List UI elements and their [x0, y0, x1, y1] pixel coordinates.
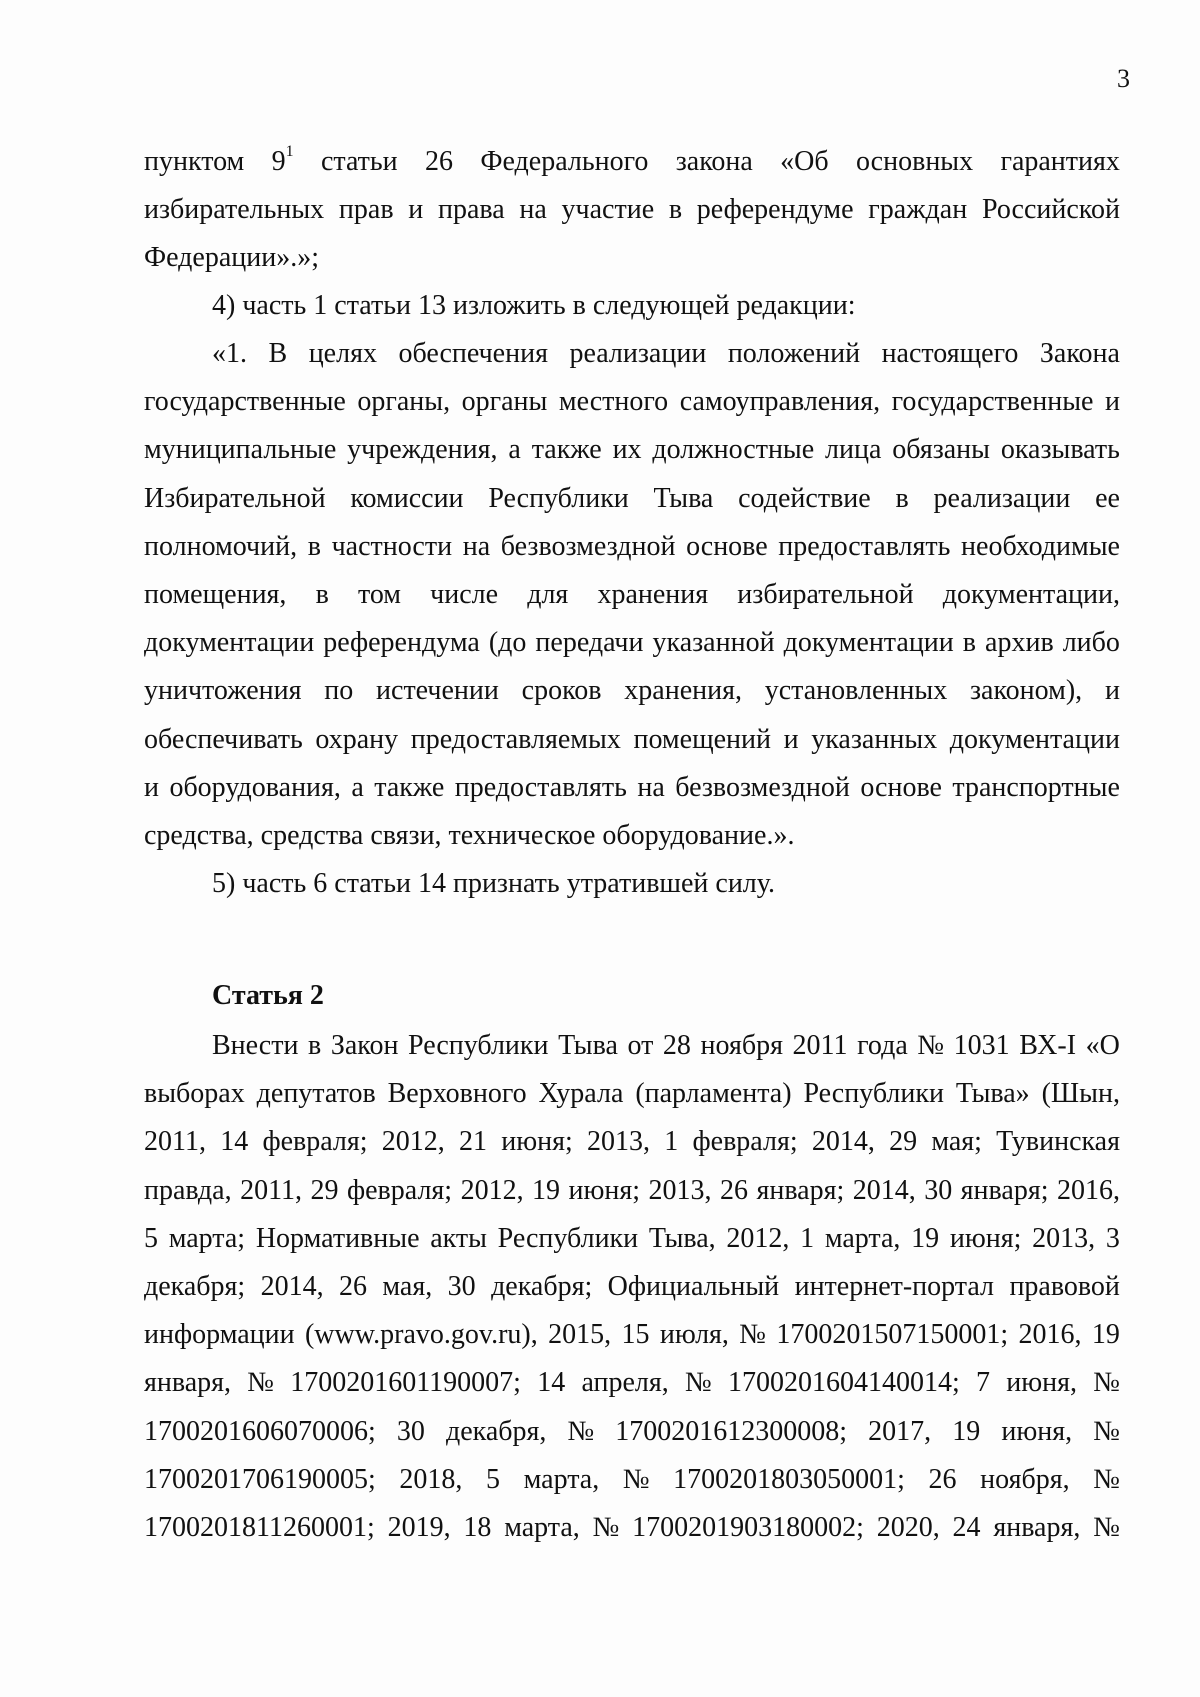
article-2-paragraph	[144, 1022, 1120, 1552]
word: комиссии	[350, 482, 464, 514]
word: Внести	[212, 1030, 299, 1061]
word: частности	[331, 530, 453, 562]
word: Закона	[1039, 338, 1120, 369]
word: 26	[339, 1271, 367, 1303]
word: (до	[488, 627, 527, 659]
word: №	[592, 1512, 620, 1544]
word: №	[622, 1463, 650, 1495]
word: №	[1093, 1512, 1120, 1544]
text-line	[144, 378, 1120, 426]
word: в	[668, 194, 683, 226]
word: в	[895, 482, 909, 514]
word: января;	[960, 1174, 1049, 1206]
word: для	[527, 579, 569, 611]
word: 2012,	[381, 1126, 445, 1158]
word: Верховного	[387, 1078, 527, 1110]
word: документации,	[942, 579, 1120, 611]
word: обеспечивать	[144, 723, 303, 755]
word: 1	[664, 1126, 679, 1158]
text-line	[144, 619, 1120, 667]
paragraph-continuation	[144, 138, 1120, 283]
word: марта,	[504, 1512, 580, 1544]
word: 19	[532, 1174, 561, 1206]
word: 2018,	[399, 1463, 463, 1495]
word: 2014,	[811, 1126, 875, 1158]
word: 5	[144, 1222, 158, 1254]
word: Тыва,	[648, 1222, 716, 1254]
text-line: 4) часть 1 статьи 13 изложить в следующей редакции:	[212, 290, 856, 321]
word: установленных	[764, 675, 948, 707]
word: а	[508, 434, 521, 466]
word: правда,	[144, 1174, 232, 1206]
word: обеспечения	[398, 338, 548, 369]
word: июня,	[1006, 1367, 1077, 1399]
word: года	[857, 1030, 908, 1061]
quoted-amendment	[144, 330, 1120, 860]
text-line	[144, 667, 1120, 715]
word: 2014,	[852, 1174, 916, 1206]
word: от	[627, 1030, 654, 1061]
word: сроков	[521, 675, 602, 707]
word: необходимые	[961, 530, 1120, 562]
word: реализации	[569, 338, 707, 369]
text-line	[144, 1408, 1120, 1456]
text-line	[144, 764, 1120, 812]
word: обязаны	[892, 434, 990, 466]
word: декабря;	[491, 1271, 593, 1303]
word: реализации	[933, 482, 1071, 514]
word: Тыва	[653, 482, 714, 514]
word: 19	[911, 1222, 940, 1254]
word: выборах	[144, 1078, 245, 1110]
word: ВХ-I	[1019, 1030, 1077, 1061]
word: на	[519, 194, 547, 226]
word: либо	[1062, 627, 1120, 659]
word: января;	[756, 1174, 845, 1206]
word: ноября,	[980, 1463, 1070, 1495]
word: основе	[686, 530, 768, 562]
text-line	[144, 1070, 1120, 1118]
word: Тувинская	[996, 1126, 1120, 1158]
word: полномочий,	[144, 530, 298, 562]
word: апреля,	[581, 1367, 669, 1399]
word: Тыва»	[955, 1078, 1030, 1110]
word: 1700201706190005;	[144, 1463, 376, 1495]
word: В	[268, 338, 288, 369]
text-line	[144, 1504, 1120, 1552]
word: а	[351, 771, 364, 803]
word: помещения,	[144, 579, 287, 611]
text-line	[144, 1359, 1120, 1407]
word: 21	[459, 1126, 488, 1158]
word: 2011,	[240, 1174, 303, 1206]
word: (www.pravo.gov.ru),	[304, 1319, 538, 1351]
word: 2017,	[868, 1415, 932, 1447]
word: 1700201612300008;	[615, 1415, 848, 1447]
word: июня,	[1001, 1415, 1073, 1447]
word: 15	[621, 1319, 650, 1351]
word: марта;	[168, 1222, 246, 1254]
word: участие	[561, 194, 655, 226]
word: 30	[396, 1415, 425, 1447]
text-line: Федерации».»;	[144, 242, 320, 274]
word: 2011	[792, 1030, 848, 1061]
word: указанных	[811, 723, 938, 755]
text-line	[144, 426, 1120, 474]
word: также	[374, 771, 445, 803]
word: 18	[463, 1512, 492, 1544]
word: депутатов	[256, 1078, 376, 1110]
word: референдума	[323, 627, 480, 659]
word: 1700201811260001;	[144, 1512, 375, 1544]
word: (парламента)	[635, 1078, 792, 1110]
word: 2012,	[460, 1174, 524, 1206]
word: марта,	[523, 1463, 600, 1495]
word: правовой	[1009, 1271, 1120, 1303]
word: уничтожения	[144, 675, 302, 707]
word: органы	[461, 386, 548, 418]
text-line	[144, 716, 1120, 764]
word: июня;	[501, 1126, 573, 1158]
word: на	[637, 771, 665, 803]
word: 2016,	[1056, 1174, 1120, 1206]
word: 2020,	[876, 1512, 940, 1544]
word: их	[612, 434, 642, 466]
text-line	[144, 1311, 1120, 1359]
word: №	[247, 1367, 274, 1399]
word: том	[357, 579, 402, 611]
word: муниципальные	[144, 434, 337, 466]
list-item-5	[144, 860, 1120, 908]
word: охрану	[315, 723, 399, 755]
word: и	[408, 194, 424, 226]
word: ее	[1095, 482, 1120, 514]
word: архив	[985, 627, 1054, 659]
text-line	[144, 1263, 1120, 1311]
word: основе	[860, 771, 942, 803]
word: 7	[975, 1367, 990, 1399]
word: хранения	[597, 579, 709, 611]
text-line: 5) часть 6 статьи 14 признать утратившей силу.	[212, 868, 775, 899]
word: настоящего	[881, 338, 1019, 369]
word: 2016,	[1018, 1319, 1082, 1351]
word: и	[1105, 386, 1120, 418]
word: марта,	[824, 1222, 901, 1254]
word: целях	[308, 338, 377, 369]
word: №	[917, 1030, 945, 1061]
word: помещений	[633, 723, 772, 755]
word: 29	[310, 1174, 339, 1206]
word: февраля;	[692, 1126, 798, 1158]
page-number: 3	[1117, 64, 1130, 93]
word: передачи	[535, 627, 644, 659]
word: «О	[1085, 1030, 1120, 1061]
word: Республики	[408, 1030, 549, 1061]
word: Тыва	[558, 1030, 618, 1061]
word: №	[1093, 1415, 1120, 1447]
word: 29	[889, 1126, 918, 1158]
word: 1031	[953, 1030, 1010, 1061]
word: оборудования,	[169, 771, 341, 803]
word: органы,	[357, 386, 451, 418]
word: 1	[800, 1222, 815, 1254]
text-line	[144, 1215, 1120, 1263]
word: акты	[430, 1222, 487, 1254]
word: и	[1104, 675, 1120, 707]
word: на	[462, 530, 491, 562]
word: №	[685, 1367, 712, 1399]
word: 19	[952, 1415, 981, 1447]
word: 2014,	[260, 1271, 324, 1303]
word: также	[531, 434, 602, 466]
word: истечении	[376, 675, 499, 707]
word: 1700201604140014;	[727, 1367, 960, 1399]
word: 30	[447, 1271, 476, 1303]
word: 2013,	[1032, 1222, 1096, 1254]
word: мая,	[382, 1271, 433, 1303]
text-line	[144, 1456, 1120, 1504]
word: №	[1093, 1463, 1120, 1495]
word: 3	[1105, 1222, 1120, 1254]
word: Нормативные	[255, 1222, 420, 1254]
word: граждан	[868, 194, 968, 226]
word: 2013,	[648, 1174, 712, 1206]
word: 2012,	[726, 1222, 790, 1254]
word: Российской	[981, 194, 1120, 226]
word: документации	[949, 723, 1120, 755]
word: 1700201601190007;	[290, 1367, 521, 1399]
word: избирательных	[144, 194, 325, 226]
word: по	[324, 675, 354, 707]
word: содействие	[738, 482, 871, 514]
text-line	[144, 330, 1120, 378]
word: февраля;	[262, 1126, 368, 1158]
word: государственные	[891, 386, 1094, 418]
word: в	[315, 579, 329, 611]
word: Избирательной	[144, 482, 326, 514]
word: июня;	[568, 1174, 641, 1206]
text-line	[144, 475, 1120, 523]
word: июня;	[949, 1222, 1022, 1254]
word: в	[307, 530, 321, 562]
word: 14	[220, 1126, 249, 1158]
word: Закон	[330, 1030, 399, 1061]
word: (Шын,	[1041, 1078, 1120, 1110]
word: Республики	[803, 1078, 944, 1110]
word: безвозмездной	[675, 771, 850, 803]
word: референдуме	[696, 194, 854, 226]
word: февраля;	[346, 1174, 453, 1206]
word: должностные	[652, 434, 815, 466]
word: положений	[727, 338, 861, 369]
word: 1700201507150001;	[776, 1319, 1009, 1351]
word: 1700201606070006;	[144, 1415, 376, 1447]
word: 1700201903180002;	[632, 1512, 864, 1544]
word: января,	[993, 1512, 1081, 1544]
word: января,	[144, 1367, 232, 1399]
word: хранения,	[624, 675, 742, 707]
word: мая;	[931, 1126, 982, 1158]
word: Хурала	[538, 1078, 624, 1110]
word: 28	[662, 1030, 691, 1061]
word: 2015,	[548, 1319, 612, 1351]
word: 26	[719, 1174, 748, 1206]
word: ноября	[700, 1030, 783, 1061]
word: законом),	[969, 675, 1083, 707]
word: 1700201803050001;	[673, 1463, 905, 1495]
word: 2013,	[587, 1126, 651, 1158]
list-item-4	[144, 282, 1120, 330]
word: избирательной	[737, 579, 914, 611]
text-line	[144, 1022, 1120, 1070]
word: указанной	[652, 627, 775, 659]
word: 14	[537, 1367, 566, 1399]
text-line	[144, 571, 1120, 619]
word: учреждения,	[347, 434, 498, 466]
word: самоуправления,	[679, 386, 881, 418]
word: документации	[783, 627, 954, 659]
word: №	[739, 1319, 767, 1351]
word: 2011,	[144, 1126, 206, 1158]
text-line	[144, 186, 1120, 234]
word: оказывать	[1000, 434, 1120, 466]
word: права	[437, 194, 505, 226]
word: местного	[558, 386, 669, 418]
word: Республики	[497, 1222, 639, 1254]
word: предоставлять	[454, 771, 627, 803]
text-line	[144, 523, 1120, 571]
word: и	[144, 771, 159, 803]
text-line: средства, средства связи, техническое оборудование.».	[144, 820, 795, 852]
word: безвозмездной	[500, 530, 676, 562]
word: и	[783, 723, 799, 755]
word: в	[962, 627, 977, 659]
word: в	[308, 1030, 322, 1061]
word: Республики	[488, 482, 629, 514]
word: июля,	[659, 1319, 729, 1351]
word: «1.	[212, 338, 247, 369]
word: предоставлять	[778, 530, 951, 562]
word: документации	[144, 627, 315, 659]
word: транспортные	[952, 771, 1120, 803]
word: 19	[1091, 1319, 1120, 1351]
word: лица	[825, 434, 882, 466]
word: числе	[430, 579, 499, 611]
word: Официальный	[607, 1271, 780, 1303]
word: предоставляемых	[410, 723, 621, 755]
word: №	[1093, 1367, 1120, 1399]
text-line	[144, 1118, 1120, 1166]
word: интернет-портал	[794, 1271, 995, 1303]
word: прав	[338, 194, 394, 226]
word: государственные	[144, 386, 346, 418]
text-line: пунктом $9^1$ статьи 26 Федерального закона «Об основных гарантиях	[144, 142, 1120, 177]
word: 2019,	[387, 1512, 451, 1544]
article-heading: Статья 2	[212, 980, 324, 1011]
text-line	[144, 1167, 1120, 1215]
word: 26	[928, 1463, 957, 1495]
word: информации	[144, 1319, 295, 1351]
word: декабря;	[144, 1271, 246, 1303]
word: №	[567, 1415, 595, 1447]
word: 24	[952, 1512, 981, 1544]
word: декабря,	[445, 1415, 547, 1447]
word: 5	[486, 1463, 500, 1495]
word: 30	[924, 1174, 953, 1206]
